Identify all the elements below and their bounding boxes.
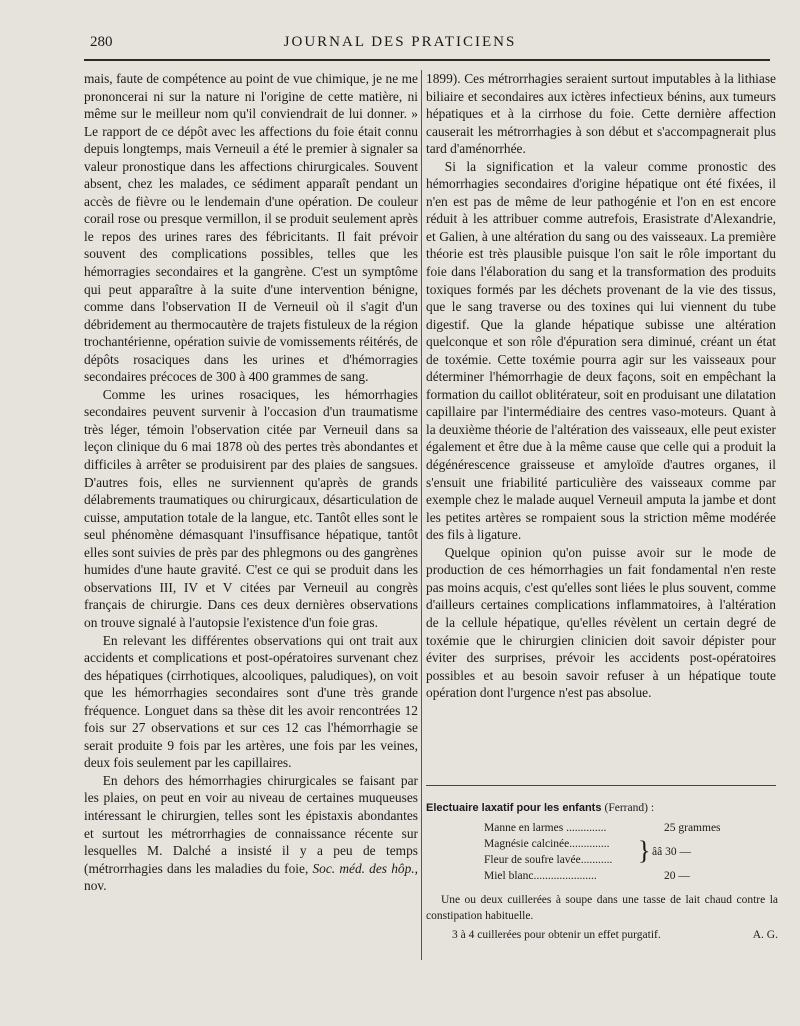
paragraph: En relevant les différentes observations qui ont trait aux accidents et complications et post-opératoires survenant chez des hépatiques (cirrhotiques, alcooliques, paludiques), on voit que les hémorrhagies secondaires sont d'une très grande fréquence. Longuet dans sa thèse dit les avoir rencontrées 12 fois sur 27 observations et sur ces 12 cas l'hémorrhagie se serait produite 9 fois par les artères, une fois par les veines, deux fois seulement par les capillaires. (84, 632, 418, 771)
right-column (426, 70, 776, 702)
recipe-signature: A. G. (752, 929, 778, 941)
ingredient-name: Fleur de soufre lavée........... (484, 854, 613, 866)
ingredient-name: Miel blanc...................... (484, 870, 597, 882)
recipe-box (426, 800, 778, 943)
ingredient-qty: ââ 30 — (652, 846, 691, 858)
journal-title: JOURNAL DES PRATICIENS (283, 34, 517, 50)
paragraph: Comme les urines rosaciques, les hémorrhagies secondaires peuvent survenir à l'occasion d'un traumatisme très léger, témoin l'observation citée par Verneuil dans sa leçon clinique du 6 mai 1878 où des pertes très abondantes et difficiles à arrêter se produisirent par des plaies de sangsues. D'autres fois, elles ne surviennent qu'après de grands délabrements traumatiques ou chirurgicaux, désarticulation de cuisse, amputation totale de la langue, etc. Tantôt elles sont le seul phénomène démasquant l'insuffisance hépatique, tantôt elles sont suivies de près par des phlegmons ou des gangrènes humides d'une haute gravité. C'est ce qui se produit dans les observations III, IV et V citées par Verneuil au congrès français de chirurgie. Dans ces deux dernières observations on trouve signalé à l'autopsie l'existence d'un foie gras. (84, 386, 418, 630)
header-rule (84, 59, 770, 61)
ingredient-qty: 20 — (664, 870, 690, 882)
recipe-note-text: 3 à 4 cuillerées pour obtenir un effet purgatif. (452, 929, 661, 941)
paragraph: 1899). Ces métrorrhagies seraient surtout imputables à la lithiase biliaire et secondaires aux ictères infectieux bénins, aux tumeurs hépatiques et à la cirrhose du foie. Cette dernière affection causerait les métrorrhagies à son début et s'accompagnerait plus tard d'aménorrhée. (426, 71, 776, 157)
column-divider (421, 70, 422, 960)
recipe-title (426, 800, 778, 816)
paragraph: mais, faute de compétence au point de vue chimique, je ne me prononcerai ni sur la nature ni l'origine de cette matière, ni même sur le meilleur nom qu'il conviendrait de lui donner. » Le rapport de ce dépôt avec les affections du foie était connu depuis longtemps, mais Verneuil a été le premier à signaler sa valeur pronostique dans les affections chirurgicales. Souvent absent, chez les malades, ce sédiment apparaît pendant un accès de fièvre ou le lendemain d'une opération. De couleur corail rose ou presque vermillon, il se produit seulement après le repos des urines rares des fébricitants. Il fait prévoir souvent des complications possibles, telles que les hémorragies secondaires et la gangrène. C'est un symptôme qui peut apparaître à la suite d'une intervention bénigne, comme dans l'observation II de Verneuil où il s'agit d'un débridement au thermocautère de trajets fistuleux de la région trochantérienne, opération suivie de vomissements réitérés, de dépôts rosaciques dans les urines et d'hémorragies secondaires précoces de 300 à 400 grammes de sang. (84, 71, 418, 385)
left-column (84, 70, 418, 895)
ingredient-row (426, 868, 778, 884)
paragraph: Si la signification et la valeur comme pronostic des hémorrhagies secondaires d'origine hépatique ont été fixées, il n'en est pas de même de leur pathogénie et l'on en est encore réduit à les attribuer comme autrefois, Erasistrate d'Alexandrie, et Galien, à une altération du sang ou des vaisseaux. La première théorie est très plausible puisque l'on sait le rôle important du foie dans l'élaboration du sang et la transformation des produits toxiques formés par les déchets provenant de la vie des tissus, que le sang traverse ou des toxines qui lui viennent du tube digestif. Que la glande hépatique subisse une altération quelconque et son rôle d'épuration sera diminué, créant un état de toxémie. Cette toxémie pourra agir sur les vaisseaux pour déterminer l'hémorrhagie de deux façons, soit en empêchant la formation du caillot oblitérateur, soit en produisant une dilatation capillaire par l'intermédiaire des centres vaso-moteurs. Quant à la deuxième théorie de l'altération des vaisseaux, elle peut exister également et être due à la même cause que celle qui a produit la dégénérescence graisseuse et amyloïde d'autres organes, il s'ensuit une friabilité particulière des vaisseaux comme par exemple chez le malade auquel Verneuil amputa la jambe et dont les petites artères se rompaient sous la striction même modérée des fils à ligature. (426, 158, 776, 543)
ingredient-name: Magnésie calcinée.............. (484, 838, 610, 850)
recipe-rule (426, 785, 776, 786)
paragraph (84, 772, 418, 895)
ingredient-qty: 25 grammes (664, 822, 721, 834)
ingredient-row (426, 836, 778, 852)
paragraph-text: , nov. (84, 860, 418, 894)
paragraph-text: En dehors des hémorrhagies chirurgicales se faisant par les plaies, on peut en voir au niveau de certaines muqueuses intéressant le chirurgien, telles sont les épistaxis abondantes et surtout les métrorrhagies de connaissance récente sur lesquelles M. Dalché a insisté il y a peu de temps (métrorrhagies dans les maladies du foie, (84, 772, 418, 876)
ingredient-brace-group (426, 836, 778, 868)
recipe-note (426, 927, 778, 943)
ingredient-name: Manne en larmes .............. (484, 822, 607, 834)
recipe-author: (Ferrand) : (604, 802, 655, 814)
ingredient-row (426, 852, 778, 868)
ingredient-row (426, 820, 778, 836)
paragraph: Quelque opinion qu'on puisse avoir sur le mode de production de ces hémorrhagies un fait fondamental n'en reste pas moins acquis, c'est qu'elles sont liées le plus souvent, comme d'ailleurs certaines complications inflammatoires, à l'altération de la cellule hépatique, qu'elles révèlent un certain degré de toxémie que le chirurgien clinicien doit savoir dépister pour éviter des surprises, prévoir les accidents post-opératoires possibles et au besoin savoir refuser à un hépatique toute opération dont l'urgence n'est pas absolue. (426, 544, 776, 701)
brace-symbol: } (638, 836, 651, 865)
recipe-note: Une ou deux cuillerées à soupe dans une tasse de lait chaud contre la constipation habituelle. (426, 894, 778, 922)
page-number: 280 (90, 34, 113, 50)
recipe-title-text: Electuaire laxatif pour les enfants (426, 802, 602, 814)
citation-italic: Soc. méd. des hôp. (312, 860, 415, 876)
